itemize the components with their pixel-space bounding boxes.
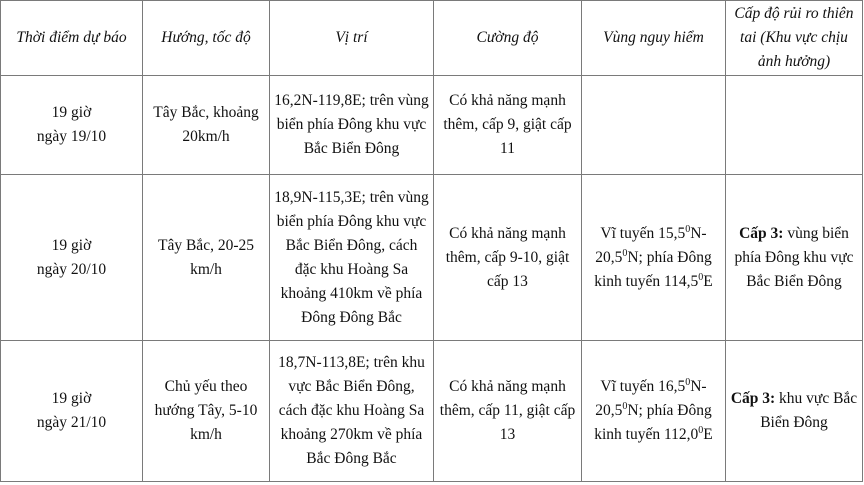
header-intensity: Cường độ	[434, 1, 582, 76]
degree-mark: 0	[698, 425, 704, 436]
cell-direction: Chủ yếu theo hướng Tây, 5-10 km/h	[143, 341, 270, 482]
cell-danger-zone	[582, 76, 726, 175]
cell-time	[1, 341, 143, 482]
cell-position: 16,2N-119,8E; trên vùng biển phía Đông khu vực Bắc Biển Đông	[270, 76, 434, 175]
zone-text-a: Vĩ tuyến 15,5	[600, 224, 686, 242]
table-row	[1, 76, 863, 175]
cell-risk-level	[726, 341, 863, 482]
cell-direction: Tây Bắc, 20-25 km/h	[143, 175, 270, 341]
time-date: ngày 21/10	[36, 414, 107, 431]
degree-mark: 0	[685, 377, 691, 388]
degree-mark: 0	[698, 271, 704, 283]
zone-text-d: E	[703, 272, 713, 290]
cell-direction: Tây Bắc, khoảng 20km/h	[143, 76, 270, 175]
cell-danger-zone	[582, 341, 726, 482]
zone-text-b: N-20,5	[595, 378, 707, 419]
time-date: ngày 20/10	[36, 260, 107, 278]
time-date: ngày 19/10	[36, 128, 107, 145]
header-risk-level: Cấp độ rủi ro thiên tai (Khu vực chịu ảnh hưởng)	[726, 1, 863, 76]
cell-intensity: Có khả năng mạnh thêm, cấp 11, giật cấp 13	[434, 341, 582, 482]
zone-text-a: Vĩ tuyến 16,5	[600, 378, 686, 395]
degree-mark: 0	[622, 247, 628, 259]
table-header-row	[1, 1, 863, 76]
zone-text-c: N; phía Đông kinh tuyến 114,5	[594, 248, 712, 290]
risk-level-label: Cấp 3:	[739, 224, 784, 242]
cell-intensity: Có khả năng mạnh thêm, cấp 9-10, giật cấp 13	[434, 175, 582, 341]
degree-mark: 0	[622, 401, 628, 412]
table-row	[1, 175, 863, 341]
time-hour: 19 giờ	[51, 236, 92, 254]
table-row	[1, 341, 863, 482]
cell-position: 18,7N-113,8E; trên khu vực Bắc Biển Đông, cách đặc khu Hoàng Sa khoảng 270km về phía Bắc Đông Bắc	[270, 341, 434, 482]
header-time: Thời điểm dự báo	[1, 1, 143, 76]
time-hour: 19 giờ	[51, 390, 92, 407]
cell-time	[1, 76, 143, 175]
header-direction: Hướng, tốc độ	[143, 1, 270, 76]
zone-text-d: E	[703, 426, 713, 443]
risk-area: khu vực Bắc Biển Đông	[760, 390, 858, 431]
cell-time	[1, 175, 143, 341]
cell-position: 18,9N-115,3E; trên vùng biển phía Đông khu vực Bắc Biển Đông, cách đặc khu Hoàng Sa khoảng 410km về phía Đông Đông Bắc	[270, 175, 434, 341]
cell-danger-zone	[582, 175, 726, 341]
time-hour: 19 giờ	[51, 104, 92, 121]
cell-risk-level	[726, 175, 863, 341]
cell-intensity: Có khả năng mạnh thêm, cấp 9, giật cấp 11	[434, 76, 582, 175]
degree-mark: 0	[685, 223, 691, 235]
risk-level-label: Cấp 3:	[730, 390, 776, 407]
header-danger-zone: Vùng nguy hiểm	[582, 1, 726, 76]
zone-text-b: N-20,5	[595, 224, 707, 266]
risk-area: vùng biển phía Đông khu vực Bắc Biển Đông	[734, 224, 854, 290]
header-position: Vị trí	[270, 1, 434, 76]
zone-text-c: N; phía Đông kinh tuyến 112,0	[594, 402, 712, 443]
cell-risk-level	[726, 76, 863, 175]
